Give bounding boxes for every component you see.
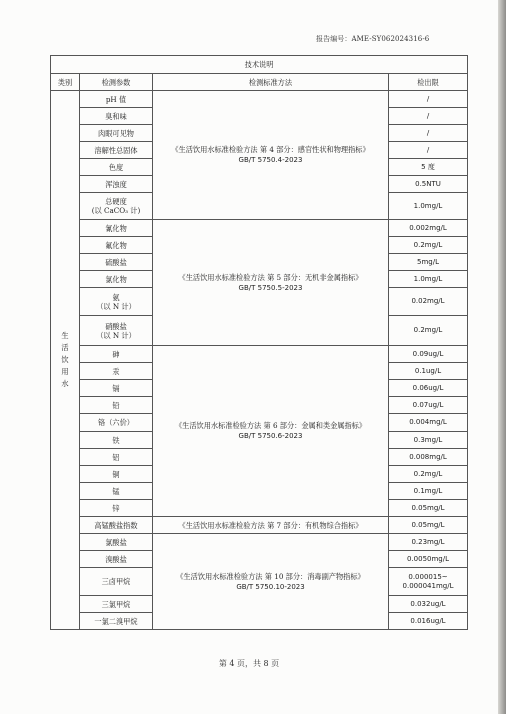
limit-cell: 1.0mg/L: [389, 271, 468, 288]
method-cell: [153, 91, 389, 220]
parameter-cell: 铬（六价）: [80, 414, 153, 432]
limit-cell: /: [389, 142, 468, 159]
method-name: 《生活饮用水标准检验方法 第 7 部分：有机物综合指标》: [178, 520, 363, 530]
parameter-cell: 铝: [80, 449, 153, 466]
parameter-cell: 砷: [80, 346, 153, 363]
table-header-row: [51, 74, 468, 91]
limit-cell: 0.002mg/L: [389, 220, 468, 237]
method-code: GB/T 5750.10-2023: [236, 582, 305, 591]
limit-cell: 0.2mg/L: [389, 316, 468, 346]
parameter-cell: 铅: [80, 397, 153, 414]
limit-cell: 0.0050mg/L: [389, 551, 468, 568]
parameter-cell: 硝酸盐 （以 N 计）: [80, 316, 153, 346]
page-footer: 第 4 页，共 8 页: [218, 659, 280, 668]
table-title-row: [51, 56, 468, 74]
parameter-cell: 氟化物: [80, 237, 153, 254]
limit-cell: 1.0mg/L: [389, 193, 468, 220]
method-name: 《生活饮用水标准检验方法 第 5 部分：无机非金属指标》: [178, 272, 363, 282]
limit-cell: 0.05mg/L: [389, 500, 468, 517]
parameter-cell: 高锰酸盐指数: [80, 517, 153, 534]
method-code: GB/T 5750.5-2023: [238, 283, 303, 292]
table-row: [51, 346, 468, 363]
limit-cell: 0.3mg/L: [389, 432, 468, 449]
parameter-cell: 溶解性总固体: [80, 142, 153, 159]
parameter-cell: 汞: [80, 363, 153, 380]
method-name: 《生活饮用水标准检验方法 第 6 部分：金属和类金属指标》: [174, 421, 367, 430]
limit-cell: 0.000015~ 0.000041mg/L: [389, 568, 468, 596]
category-cell: 生 活 饮 用 水: [51, 91, 80, 630]
limit-cell: /: [389, 108, 468, 125]
limit-cell: 0.02mg/L: [389, 288, 468, 316]
parameter-cell: 肉眼可见物: [80, 125, 153, 142]
parameter-cell: 氨 （以 N 计）: [80, 288, 153, 316]
method-cell: [153, 517, 389, 534]
header-method: 检测标准方法: [153, 74, 389, 91]
method-code: GB/T 5750.4-2023: [238, 156, 303, 164]
parameter-cell: 溴酸盐: [80, 551, 153, 568]
limit-cell: 0.008mg/L: [389, 449, 468, 466]
limit-cell: 0.05mg/L: [389, 517, 468, 534]
parameter-cell: 锰: [80, 483, 153, 500]
header-limit: 检出限: [389, 74, 468, 91]
parameter-cell: 铜: [80, 466, 153, 483]
parameter-cell: 一氯二溴甲烷: [80, 613, 153, 630]
limit-cell: 0.09ug/L: [389, 346, 468, 363]
parameter-cell: 氯酸盐: [80, 534, 153, 551]
limit-cell: 0.23mg/L: [389, 534, 468, 551]
limit-cell: /: [389, 125, 468, 142]
limit-cell: 0.07ug/L: [389, 397, 468, 414]
method-name: 《生活饮用水标准检验方法 第 10 部分：消毒副产物指标》: [176, 571, 365, 581]
limit-cell: 0.06ug/L: [389, 380, 468, 397]
parameter-cell: 镉: [80, 380, 153, 397]
limit-cell: 0.004mg/L: [389, 414, 468, 432]
table-row: [51, 91, 468, 108]
table-row: [51, 220, 468, 237]
method-cell: [153, 346, 389, 517]
table-title: 技术说明: [51, 56, 468, 74]
limit-cell: 5mg/L: [389, 254, 468, 271]
parameter-cell: 硫酸盐: [80, 254, 153, 271]
technical-description-table: [50, 55, 468, 630]
parameter-cell: 铁: [80, 432, 153, 449]
parameter-cell: 色度: [80, 159, 153, 176]
limit-cell: 0.1mg/L: [389, 483, 468, 500]
method-cell: [153, 220, 389, 346]
header-category: 类别: [51, 74, 80, 91]
report-number: 报告编号：AME-SY062024316-6: [316, 35, 430, 43]
parameter-cell: 总硬度 (以 CaCO₃ 计): [80, 193, 153, 220]
limit-cell: 0.1ug/L: [389, 363, 468, 380]
table-row: [51, 534, 468, 551]
parameter-cell: 三氯甲烷: [80, 596, 153, 613]
parameter-cell: 氰化物: [80, 220, 153, 237]
parameter-cell: 三卤甲烷: [80, 568, 153, 596]
parameter-cell: 浑浊度: [80, 176, 153, 193]
parameter-cell: pH 值: [80, 91, 153, 108]
header-parameter: 检测参数: [80, 74, 153, 91]
parameter-cell: 臭和味: [80, 108, 153, 125]
table-row: [51, 517, 468, 534]
parameter-cell: 氯化物: [80, 271, 153, 288]
limit-cell: 0.032ug/L: [389, 596, 468, 613]
limit-cell: 0.2mg/L: [389, 466, 468, 483]
parameter-cell: 锌: [80, 500, 153, 517]
limit-cell: /: [389, 91, 468, 108]
method-code: GB/T 5750.6-2023: [238, 432, 303, 440]
limit-cell: 0.5NTU: [389, 176, 468, 193]
method-name: 《生活饮用水标准检验方法 第 4 部分：感官性状和物理指标》: [171, 145, 370, 154]
limit-cell: 0.016ug/L: [389, 613, 468, 630]
limit-cell: 0.2mg/L: [389, 237, 468, 254]
limit-cell: 5 度: [389, 159, 468, 176]
method-cell: [153, 534, 389, 630]
paper-edge-shadow: [498, 0, 506, 714]
